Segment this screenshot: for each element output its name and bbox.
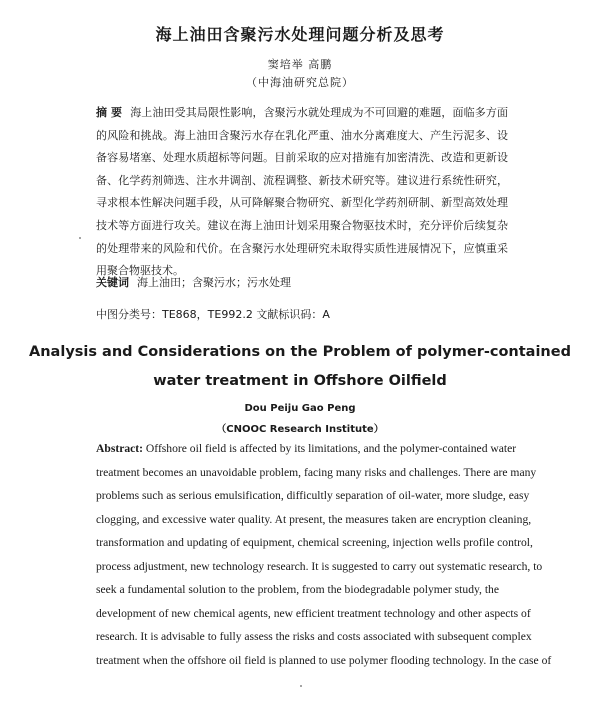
- chinese-abstract: [96, 102, 508, 283]
- english-abstract-line: treatment when the offshore oil field is planned to use polymer flooding technology. In the case of: [96, 653, 552, 667]
- english-abstract-line: clogging, and excessive water quality. At present, the measures taken are encryption cleaning,: [96, 512, 532, 526]
- english-abstract-label: Abstract:: [96, 442, 144, 455]
- chinese-keywords: [96, 274, 508, 290]
- english-abstract-line: seek a fundamental solution to the problem, from the biodegradable polymer study, the: [96, 583, 499, 596]
- scan-speck: [300, 685, 302, 687]
- chinese-authors: 窦培举 高鹏: [267, 58, 333, 71]
- chinese-affiliation: （中海油研究总院）: [246, 76, 354, 89]
- chinese-keywords-label: 关键词: [96, 276, 129, 289]
- english-abstract-line: research. It is advisable to fully assess the risks and costs associated with subsequent complex: [96, 630, 532, 643]
- english-abstract-text: Offshore oil field is affected by its limitations, and the polymer-contained water: [143, 442, 517, 455]
- chinese-abstract-label: 摘 要: [96, 106, 123, 119]
- scan-speck: [79, 237, 81, 239]
- english-abstract-line: problems such as serious emulsification, difficultly separation of oil-water, more sludge, easy: [96, 489, 530, 502]
- english-title-line-2: water treatment in Offshore Oilfield: [153, 373, 447, 389]
- chinese-classification: 中图分类号：TE868，TE992.2 文献标识码：A: [96, 308, 330, 321]
- english-abstract-line: process adjustment, new technology research. It is suggested to carry out systematic research, to: [96, 559, 543, 573]
- chinese-keywords-text: 海上油田；含聚污水；污水处理: [137, 276, 291, 289]
- english-abstract-line: treatment becomes an unavoidable problem, facing many risks and challenges. There are many: [96, 465, 537, 479]
- english-affiliation: （CNOOC Research Institute）: [216, 424, 384, 435]
- english-abstract-line: [96, 437, 517, 461]
- english-abstract-line: development of new chemical agents, new efficient treatment technology and other aspects of: [96, 606, 531, 620]
- english-abstract: [96, 437, 552, 672]
- english-title-line-1: Analysis and Considerations on the Problem of polymer-contained: [29, 344, 571, 360]
- english-authors: Dou Peiju Gao Peng: [244, 403, 356, 414]
- chinese-title: 海上油田含聚污水处理问题分析及思考: [155, 25, 445, 44]
- chinese-abstract-text: 海上油田受其局限性影响，含聚污水就处理成为不可回避的难题，面临多方面的风险和挑战。海上油田含聚污水存在乳化严重、油水分离难度大、产生污泥多、设备容易堵塞、处理水质超标等问题。目前采取的应对措施有加密清洗、改造和更新设备、化学药剂筛选、注水井调剖、流程调整、新技术研究等。建议进行系统性研究，寻求根本性解决问题手段，从可降解聚合物研究、新型化学药剂研制、新型高效处理技术等方面进行攻关。建议在海上油田计划采用聚合物驱技术时，充分评价后续复杂的处理带来的风险和代价。在含聚污水处理研究未取得实质性进展情况下，应慎重采用聚合物驱技术。: [96, 106, 508, 278]
- english-abstract-line: transformation and updating of equipment, chemical screening, injection wells profile control,: [96, 536, 533, 549]
